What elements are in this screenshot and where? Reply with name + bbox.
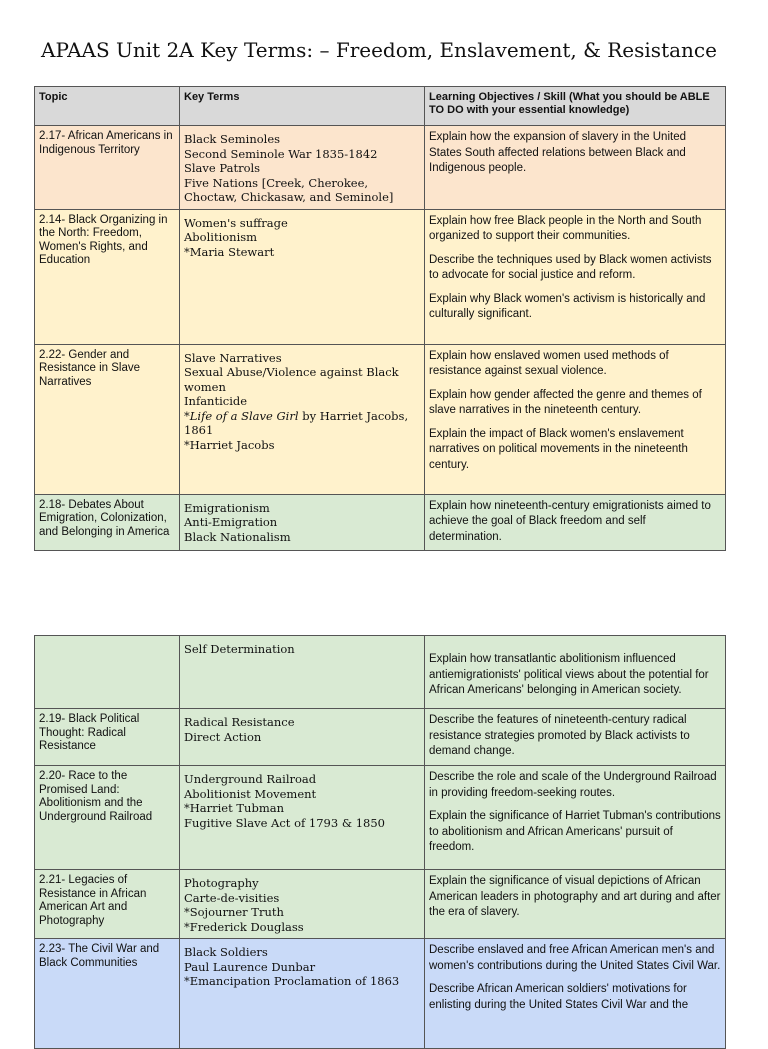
key-term: Abolitionist Movement [184, 786, 317, 801]
key-terms-cell [180, 209, 425, 344]
objective: Describe enslaved and free African American men's and women's contributions during the United States Civil War. [429, 944, 721, 972]
key-term: *Harriet Tubman [184, 801, 284, 815]
topic-cell: 2.14- Black Organizing in the North: Freedom, Women's Rights, and Education [35, 209, 180, 344]
objective: Explain why Black women's activism is historically and culturally significant. [429, 292, 706, 320]
key-term: Radical Resistance [184, 715, 295, 729]
objectives-cell [425, 636, 726, 709]
objectives-cell [425, 870, 726, 939]
key-terms-cell [180, 494, 425, 550]
objectives-cell [425, 766, 726, 870]
key-term: Photography [184, 876, 259, 890]
table-row [35, 126, 726, 210]
key-terms-cell [180, 126, 425, 210]
key-term: Black Soldiers [184, 945, 268, 959]
topic-cell: 2.18- Debates About Emigration, Colonization, and Belonging in America [35, 494, 180, 550]
objective: Describe the features of nineteenth-century radical resistance strategies promoted by Black activists to demand change. [429, 714, 690, 757]
key-terms-cell [180, 709, 425, 766]
key-term: Slave Narratives [184, 350, 282, 365]
key-term: Direct Action [184, 729, 262, 744]
key-terms-cell [180, 344, 425, 494]
key-term: Black Nationalism [184, 529, 291, 544]
topic-cell: 2.22- Gender and Resistance in Slave Narratives [35, 344, 180, 494]
topic-cell: 2.20- Race to the Promised Land: Abolitionism and the Underground Railroad [35, 766, 180, 870]
table-row [35, 344, 726, 494]
objectives-cell [425, 344, 726, 494]
book-title: *Life of a Slave Girl [184, 408, 299, 423]
key-term: Emigrationism [184, 500, 270, 515]
page-title: APAAS Unit 2A Key Terms: – Freedom, Enslavement, & Resistance [41, 38, 717, 62]
table-row [35, 494, 726, 550]
key-term: Self Determination [184, 642, 295, 656]
objective: Explain how enslaved women used methods of resistance against sexual violence. [429, 349, 669, 377]
objectives-cell [425, 126, 726, 210]
objectives-cell [425, 494, 726, 550]
key-term: Slave Patrols [184, 161, 261, 175]
objective: Explain how nineteenth-century emigrationists aimed to achieve the goal of Black freedom and self determination. [429, 499, 711, 543]
key-term: Women's suffrage [184, 215, 288, 230]
objective: Explain how transatlantic abolitionism influenced antiemigrationists' political views about the potential for African Americans' belonging in American society. [429, 653, 709, 696]
topic-cell [35, 636, 180, 709]
table-header-row [35, 87, 726, 126]
table-row [35, 766, 726, 870]
key-term: Sexual Abuse/Violence against Black women [184, 365, 399, 394]
key-term: Second Seminole War 1835-1842 [184, 146, 378, 161]
objective: Explain how free Black people in the North and South organized to support their communities. [429, 214, 702, 242]
table-row [35, 709, 726, 766]
key-term: Five Nations [Creek, Cherokee, Choctaw, Chickasaw, and Seminole] [184, 175, 394, 204]
key-terms-table-part-2 [34, 635, 726, 1049]
table-row [35, 209, 726, 344]
topic-cell: 2.19- Black Political Thought: Radical Resistance [35, 709, 180, 766]
table-row [35, 870, 726, 939]
key-term: *Maria Stewart [184, 244, 275, 259]
key-terms-cell [180, 870, 425, 939]
objective: Explain the significance of visual depictions of African American leaders in photography and art during and after the era of slavery. [429, 875, 721, 918]
topic-cell: 2.17- African Americans in Indigenous Territory [35, 126, 180, 210]
key-term: Carte-de-visities [184, 890, 280, 905]
topic-column-header: Topic [35, 87, 180, 126]
key-term: Underground Railroad [184, 772, 317, 786]
key-term: Fugitive Slave Act of 1793 & 1850 [184, 815, 385, 830]
key-term: Black Seminoles [184, 132, 281, 146]
key-terms-cell [180, 636, 425, 709]
table-row [35, 939, 726, 1049]
objective: Explain the significance of Harriet Tubman's contributions to abolitionism and African Americans' pursuit of freedom. [429, 810, 721, 853]
key-terms-table-part-1 [34, 86, 726, 551]
objective: Explain how gender affected the genre and themes of slave narratives in the nineteenth century. [429, 388, 702, 416]
objective: Describe the techniques used by Black women activists to advocate for social justice and reform. [429, 253, 712, 281]
objectives-cell [425, 209, 726, 344]
key-term: *Emancipation Proclamation of 1863 [184, 974, 400, 988]
key-term: Anti-Emigration [184, 515, 278, 529]
key-term: Paul Laurence Dunbar [184, 959, 316, 974]
key-term: Abolitionism [184, 230, 258, 244]
objectives-cell [425, 709, 726, 766]
key-term: *Harriet Jacobs [184, 437, 275, 452]
key-term: *Frederick Douglass [184, 919, 304, 934]
key-term: *Sojourner Truth [184, 905, 284, 919]
objective: Explain how the expansion of slavery in the United States South affected relations between Black and Indigenous people. [429, 131, 686, 174]
key-terms-cell [180, 939, 425, 1049]
key-term [184, 409, 420, 438]
book-author-year: by Harriet Jacobs, 1861 [184, 408, 409, 437]
table-row [35, 636, 726, 709]
objective: Explain the impact of Black women's enslavement narratives on political movements in the nineteenth century. [429, 427, 688, 471]
objective: Describe African American soldiers' motivations for enlisting during the United States Civil War and the [429, 983, 689, 1011]
key-terms-cell [180, 766, 425, 870]
objectives-cell [425, 939, 726, 1049]
objectives-column-header: Learning Objectives / Skill (What you should be ABLE TO DO with your essential knowledge) [425, 87, 726, 126]
topic-cell: 2.23- The Civil War and Black Communities [35, 939, 180, 1049]
key-term: Infanticide [184, 394, 248, 408]
topic-cell: 2.21- Legacies of Resistance in African American Art and Photography [35, 870, 180, 939]
objective: Describe the role and scale of the Underground Railroad in providing freedom-seeking routes. [429, 771, 717, 799]
key-terms-column-header: Key Terms [180, 87, 425, 126]
